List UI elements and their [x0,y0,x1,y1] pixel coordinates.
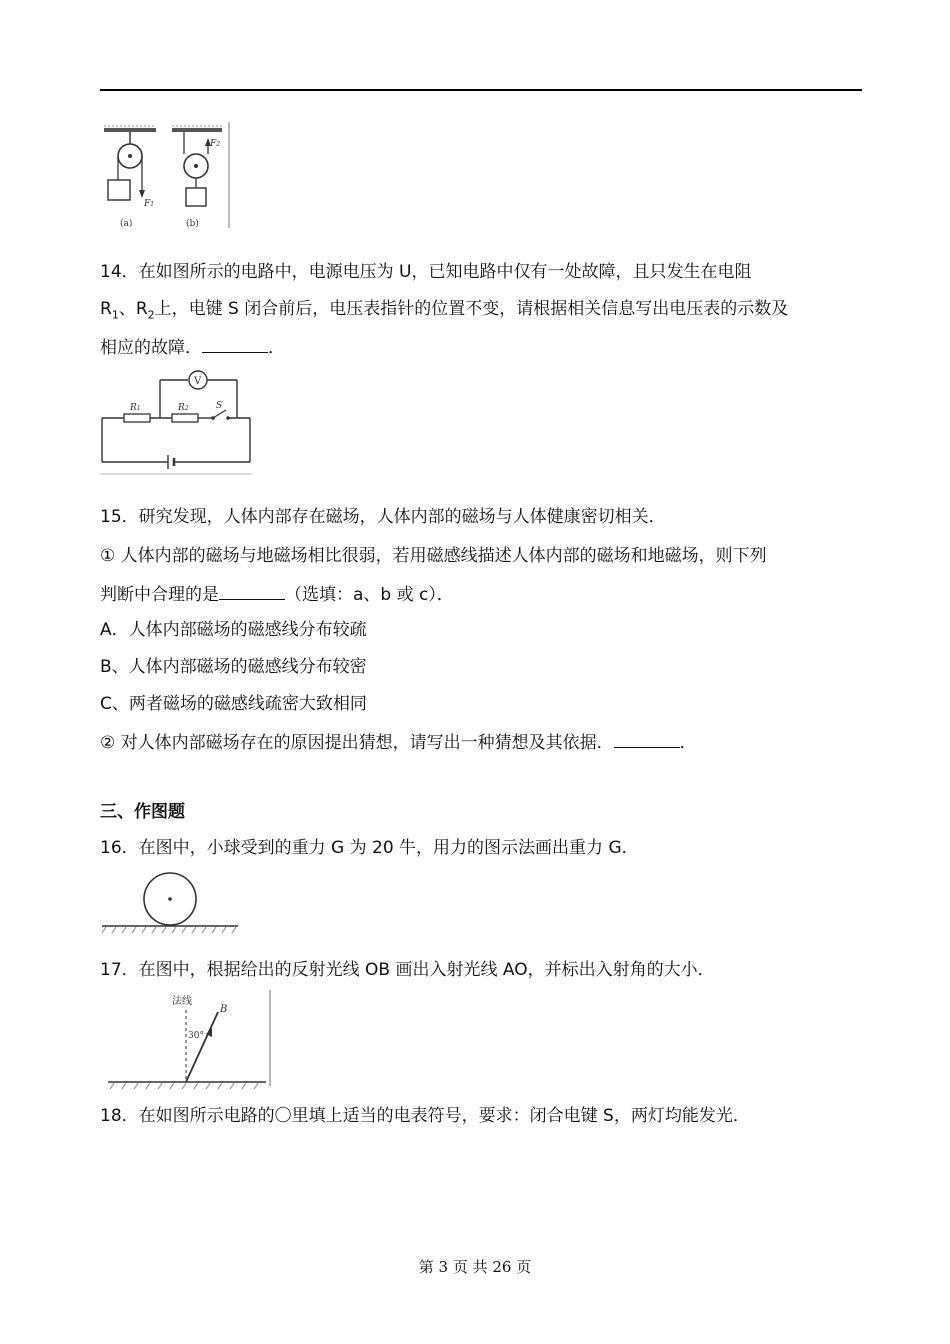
q15-line3: 判断中合理的是 （选填：a、b 或 c）． [100,581,454,607]
reflection-figure [104,990,274,1090]
svg-text:R1: R1 [130,403,141,413]
svg-text:F1: F1 [144,199,155,209]
q15-option-a: A．人体内部磁场的磁感线分布较疏 [100,620,367,640]
q15-line1: 15．研究发现，人体内部存在磁场，人体内部的磁场与人体健康密切相关． [100,507,666,527]
ray-b-label: B [220,1004,228,1015]
svg-text:V: V [194,376,202,387]
pulley-figure [100,122,235,230]
q15-line2: ① 人体内部的磁场与地磁场相比很弱，若用磁感线描述人体内部的磁场和地磁场，则下列 [100,546,767,566]
q16-text: 16．在图中，小球受到的重力 G 为 20 牛，用力的图示法画出重力 G． [100,838,639,858]
q17-text: 17．在图中，根据给出的反射光线 OB 画出入射光线 AO，并标出入射角的大小． [100,960,715,980]
q15-option-c: C、两者磁场的磁感线疏密大致相同 [100,694,367,714]
q14-line2: $R_1$、$R_2$上，电键 S 闭合前后，电压表指针的位置不变，请根据相关信息写出电压表的示数及 [100,299,789,322]
pulley-label-b: (b) [186,219,199,229]
q15-option-b: B、人体内部磁场的磁感线分布较密 [100,657,367,677]
svg-text:S: S [216,401,223,411]
section-heading: 三、作图题 [100,802,185,822]
svg-text:F2: F2 [210,139,221,149]
q18-text: 18．在如图所示电路的〇里填上适当的电表符号，要求：闭合电键 S，两灯均能发光． [100,1106,750,1126]
pulley-label-a: (a) [120,219,133,229]
answer-blank[interactable] [202,334,268,353]
answer-blank[interactable] [219,581,285,600]
page-footer: 第 3 页 共 26 页 [418,1258,532,1276]
q15-line4: ② 对人体内部磁场存在的原因提出猜想，请写出一种猜想及其依据． ． [100,729,697,755]
q14-line3: 相应的故障． ． [100,334,285,360]
normal-label: 法线 [172,996,192,1007]
ball-figure [100,868,242,938]
svg-text:R2: R2 [178,403,189,413]
circuit-figure [100,366,255,476]
angle-label: 30° [188,1031,204,1041]
q14-line1: 14．在如图所示的电路中，电源电压为 U，已知电路中仅有一处故障，且只发生在电阻 [100,262,752,282]
answer-blank[interactable] [614,729,680,748]
header-rule [100,89,862,91]
